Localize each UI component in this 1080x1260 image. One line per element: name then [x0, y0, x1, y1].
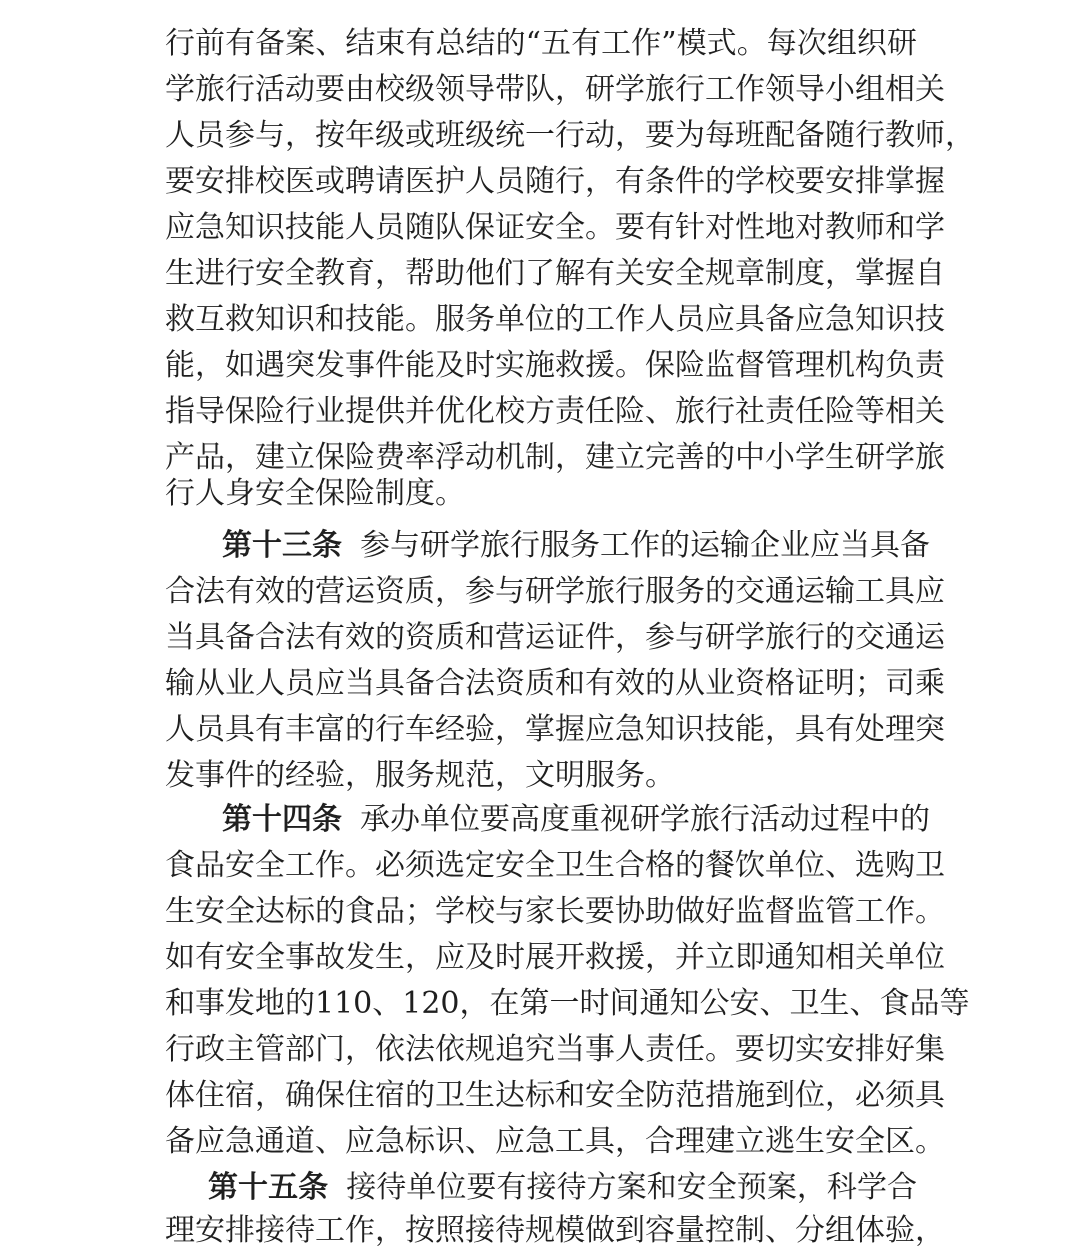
body-text-line: 输从业人员应当具备合法资质和有效的从业资格证明；司乘 — [165, 666, 945, 701]
body-text-line: 理安排接待工作，按照接待规模做到容量控制、分组体验， — [165, 1213, 945, 1248]
body-text-line: 和事发地的110、120，在第一时间通知公安、卫生、食品等 — [165, 986, 970, 1021]
article-heading: 第十五条 — [208, 1170, 329, 1205]
body-text-line: 产品，建立保险费率浮动机制，建立完善的中小学生研学旅 — [165, 440, 945, 475]
body-text-line: 救互救知识和技能。服务单位的工作人员应具备应急知识技 — [165, 302, 945, 337]
article-text: 接待单位要有接待方案和安全预案，科学合 — [346, 1170, 918, 1205]
body-text-line: 人员具有丰富的行车经验，掌握应急知识技能，具有处理突 — [165, 712, 945, 747]
article-heading: 第十三条 — [222, 528, 342, 563]
body-text-line: 人员参与，按年级或班级统一行动，要为每班配备随行教师， — [165, 118, 975, 153]
article-14-first-line — [222, 797, 930, 843]
body-text-line: 备应急通道、应急标识、应急工具，合理建立逃生安全区。 — [165, 1124, 945, 1159]
body-text-line: 发事件的经验，服务规范，文明服务。 — [165, 758, 675, 793]
body-text-line: 食品安全工作。必须选定安全卫生合格的餐饮单位、选购卫 — [165, 848, 945, 883]
body-text-line: 如有安全事故发生，应及时展开救援，并立即通知相关单位 — [165, 940, 945, 975]
body-text-line: 当具备合法有效的资质和营运证件，参与研学旅行的交通运 — [165, 620, 945, 655]
article-text: 参与研学旅行服务工作的运输企业应当具备 — [360, 528, 930, 563]
article-15-first-line — [208, 1165, 917, 1211]
body-text-line: 应急知识技能人员随队保证安全。要有针对性地对教师和学 — [165, 210, 945, 245]
body-text-line: 合法有效的营运资质，参与研学旅行服务的交通运输工具应 — [165, 574, 945, 609]
article-heading: 第十四条 — [222, 802, 342, 837]
body-text-line: 要安排校医或聘请医护人员随行，有条件的学校要安排掌握 — [165, 164, 945, 199]
body-text-line: 生进行安全教育，帮助他们了解有关安全规章制度，掌握自 — [165, 256, 945, 291]
body-text-line: 体住宿，确保住宿的卫生达标和安全防范措施到位，必须具 — [165, 1078, 945, 1113]
body-text-line: 指导保险行业提供并优化校方责任险、旅行社责任险等相关 — [165, 394, 945, 429]
body-text-line: 学旅行活动要由校级领导带队，研学旅行工作领导小组相关 — [165, 72, 945, 107]
body-text-line: 行人身安全保险制度。 — [165, 476, 465, 511]
body-text-line: 行政主管部门，依法依规追究当事人责任。要切实安排好集 — [165, 1032, 945, 1067]
body-text-line: 行前有备案、结束有总结的“五有工作”模式。每次组织研 — [165, 26, 917, 61]
article-text: 承办单位要高度重视研学旅行活动过程中的 — [360, 802, 930, 837]
article-13-first-line — [222, 523, 930, 569]
body-text-line: 能，如遇突发事件能及时实施救援。保险监督管理机构负责 — [165, 348, 945, 383]
body-text-line: 生安全达标的食品；学校与家长要协助做好监督监管工作。 — [165, 894, 945, 929]
